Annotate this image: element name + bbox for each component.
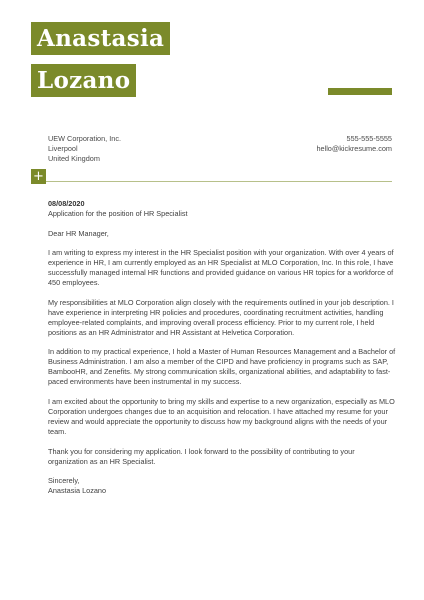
sender-contact [316,134,392,154]
letter-closing: Sincerely, [48,476,80,486]
sender-email: hello@kickresume.com [316,144,392,153]
plus-icon: + [31,169,46,184]
letter-body [48,199,396,496]
letter-subject: Application for the position of HR Specialist [48,209,188,218]
letter-paragraph: I am excited about the opportunity to bring my skills and expertise to a new organization, especially as MLO Corporation undergoes changes due to an acquisition and relocation. I have attached my resume for your review and would appreciate the opportunity to discuss how my background aligns with the needs of your team. [48,396,395,436]
letter-paragraph: Thank you for considering my application. I look forward to the possibility of contributing to your organization as an HR Specialist. [48,446,355,466]
letter-salutation: Dear HR Manager, [48,228,109,238]
last-name-heading: Lozano [31,64,136,97]
letter-paragraph: I am writing to express my interest in the HR Specialist position with your organization. With over 4 years of experience in HR, I am currently employed as an HR Specialist at MLO Corporation, Inc. In this role, I have successfully managed internal HR functions and provided guidance on various HR topics for a workforce of 450 employees. [48,248,394,288]
letter-signature: Anastasia Lozano [48,486,107,496]
sender-phone: 555-555-5555 [346,134,392,143]
letter-paragraph: My responsibilities at MLO Corporation align closely with the requirements outlined in your job description. I have experience in interpreting HR policies and procedures, coordinating recruitment activities, handling employee-related complaints, and improving overall process efficiency. Prior to my current role, I held positions as an HR Administrator and HR Assistant at Helvetica Corporation. [48,297,394,337]
first-name-heading: Anastasia [31,22,170,55]
letter-paragraph: In addition to my practical experience, I hold a Master of Human Resources Management and a Bachelor of Business Administration. I am also a member of the CIPD and have proficiency in programs such as SAP, BambooHR, and Zenefits. My strong communication skills, organizational abilities, and adaptability to fast-paced environments have been instrumental in my success. [48,347,396,387]
letter-date: 08/08/2020 [48,199,85,208]
accent-bar [328,88,392,95]
recipient-company: UEW Corporation, Inc. [48,134,121,143]
recipient-country: United Kingdom [48,154,100,163]
recipient-address [48,134,121,164]
section-divider [31,181,392,182]
recipient-city: Liverpool [48,144,78,153]
